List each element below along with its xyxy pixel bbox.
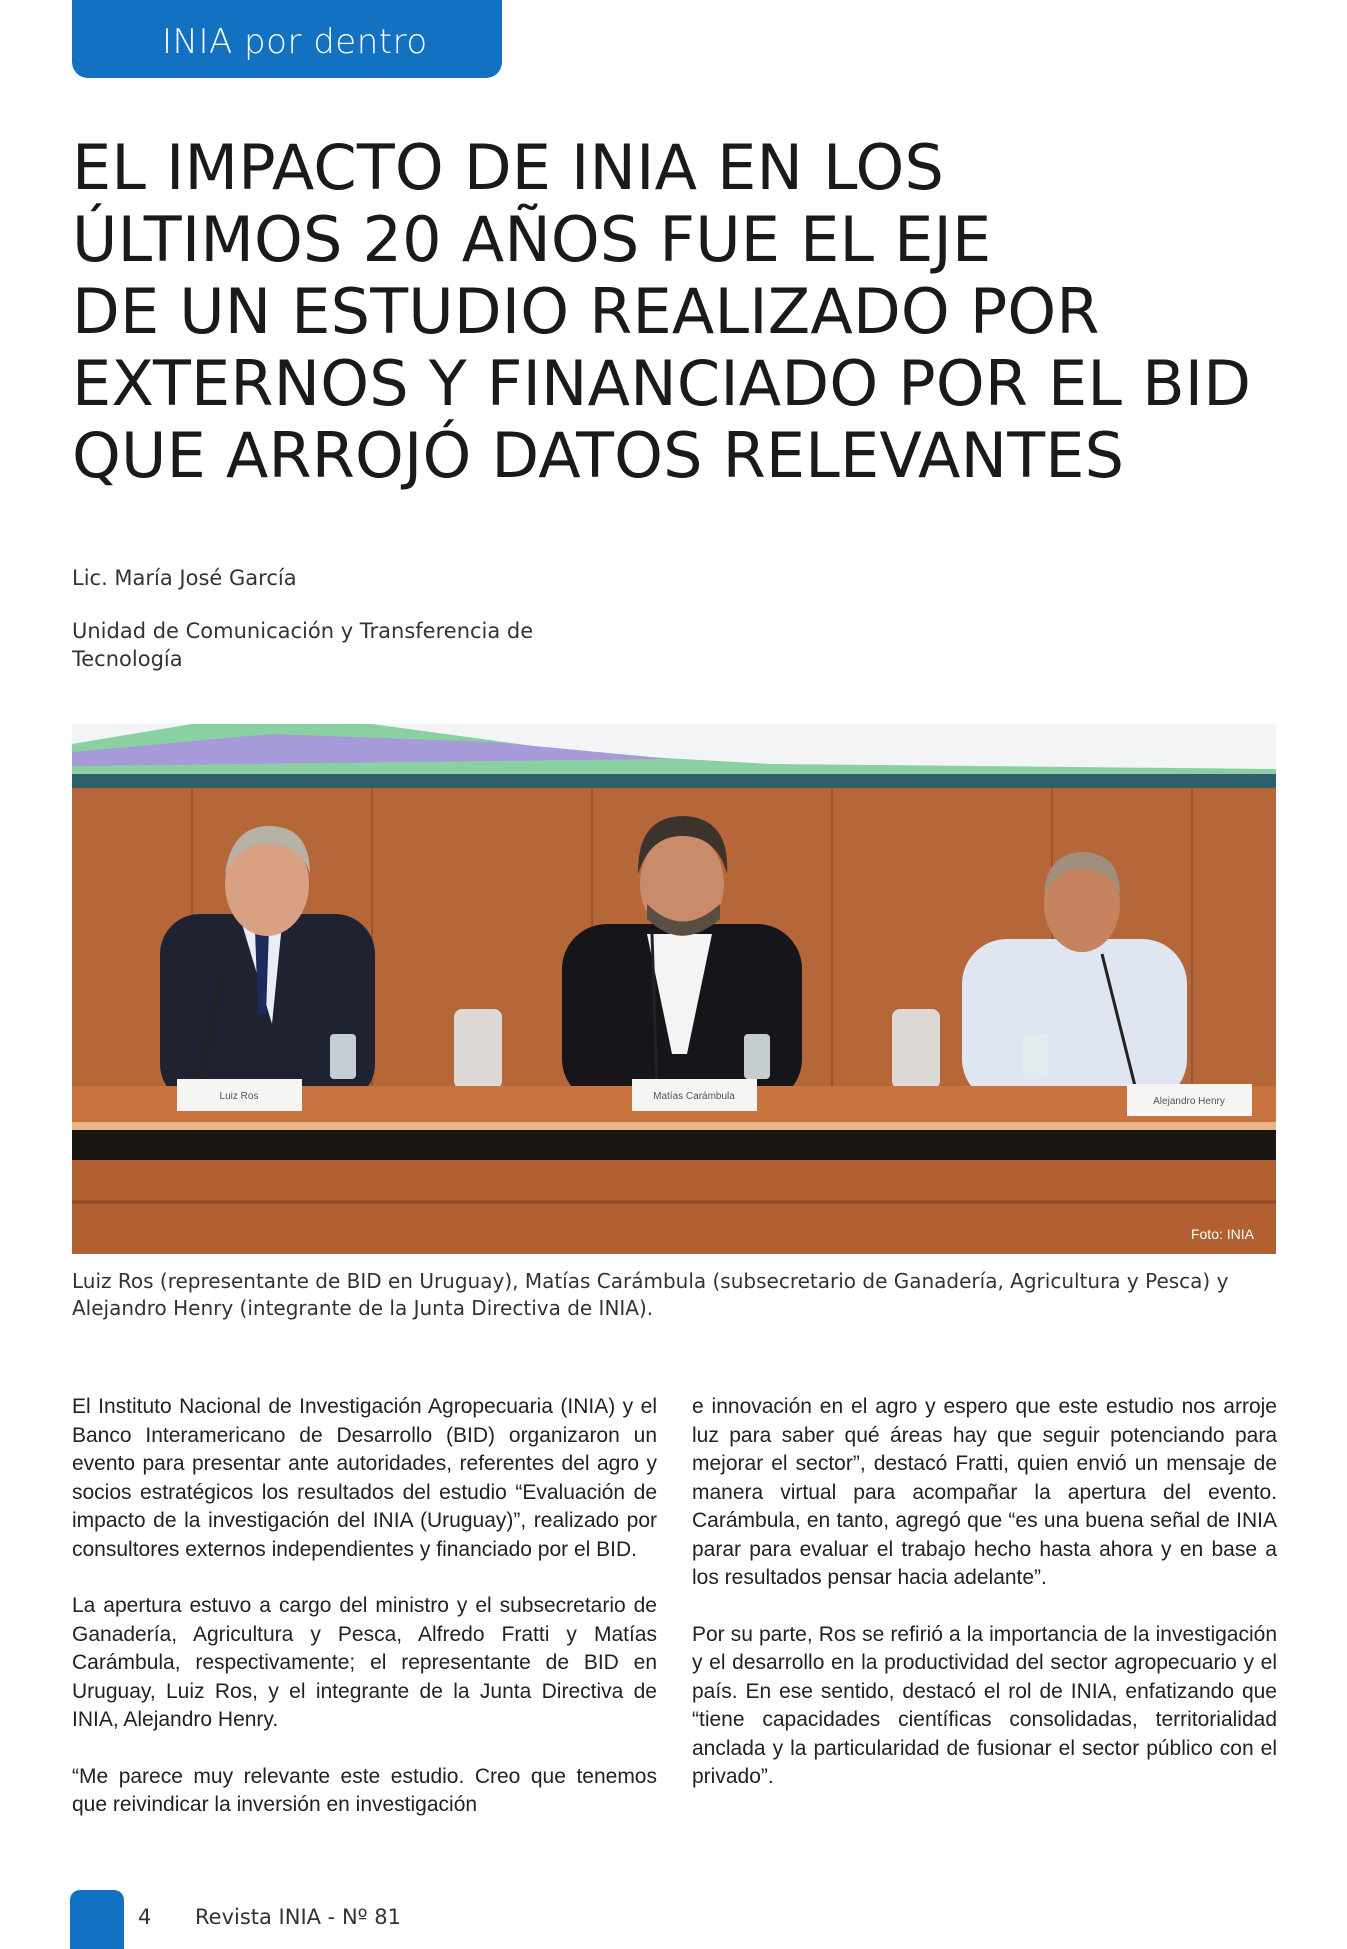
event-photo [72, 724, 1276, 1254]
headline-line: EXTERNOS Y FINANCIADO POR EL BID [72, 347, 1252, 420]
headline-line: ÚLTIMOS 20 AÑOS FUE EL EJE [72, 203, 992, 276]
body-column-left [72, 1393, 657, 1848]
body-column-right [692, 1393, 1277, 1820]
section-tab [72, 0, 502, 78]
body-paragraph: Por su parte, Ros se refirió a la importancia de la investigación y el desarrollo en la productividad del sector agropecuario y el país. En ese sentido, destacó el rol de INIA, enfatizando que “tiene capacidades científicas consolidadas, territorialidad anclada y la particularidad de fusionar el sector público con el privado”. [692, 1622, 1277, 1788]
nameplate-carambula: Matías Carámbula [653, 1091, 735, 1102]
article-headline [72, 132, 1292, 492]
section-label: INIA por dentro [162, 22, 428, 62]
photo-caption: Luiz Ros (representante de BID en Uruguay), Matías Carámbula (subsecretario de Ganadería, Agricultura y Pesca) y Alejandro Henry (integrante de la Junta Directiva de INIA). [72, 1269, 1229, 1320]
nameplate-henry: Alejandro Henry [1153, 1096, 1225, 1107]
photo-credit: Foto: INIA [1190, 1226, 1254, 1242]
headline-line: DE UN ESTUDIO REALIZADO POR [72, 275, 1100, 348]
body-paragraph: e innovación en el agro y espero que este estudio nos arroje luz para saber qué áreas hay que seguir potenciando para mejorar el sector”, destacó Fratti, quien envió un mensaje de manera virtual para acompañar la apertura del evento. Carámbula, en tanto, agregó que “es una buena señal de INIA parar para evaluar el trabajo hecho hasta ahora y en base a los resultados pensar hacia adelante”. [692, 1395, 1277, 1589]
body-paragraph: El Instituto Nacional de Investigación Agropecuaria (INIA) y el Banco Interamericano de Desarrollo (BID) organizaron un evento para presentar ante autoridades, referentes del agro y socios estratégicos los resultados del estudio “Evaluación de impacto de la investigación del INIA (Uruguay)”, realizado por consultores externos independientes y financiado por el BID. [72, 1395, 657, 1561]
author-name: Lic. María José García [72, 566, 297, 590]
body-paragraph: “Me parece muy relevante este estudio. Creo que tenemos que reivindicar la inversión en investigación [72, 1764, 657, 1816]
headline-line: QUE ARROJÓ DATOS RELEVANTES [72, 419, 1125, 492]
magazine-issue: Revista INIA - Nº 81 [195, 1905, 401, 1929]
body-paragraph: La apertura estuvo a cargo del ministro y el subsecretario de Ganadería, Agricultura y Pesca, Alfredo Fratti y Matías Carámbula, respectivamente; el representante de BID en Uruguay, Luiz Ros, y el integrante de la Junta Directiva de INIA, Alejandro Henry. [72, 1594, 657, 1731]
page-tab [70, 1890, 124, 1949]
page-number: 4 [138, 1905, 152, 1929]
nameplate-ros: Luiz Ros [219, 1091, 259, 1102]
headline-line: EL IMPACTO DE INIA EN LOS [72, 131, 945, 204]
author-unit: Unidad de Comunicación y Transferencia de Tecnología [72, 619, 534, 671]
